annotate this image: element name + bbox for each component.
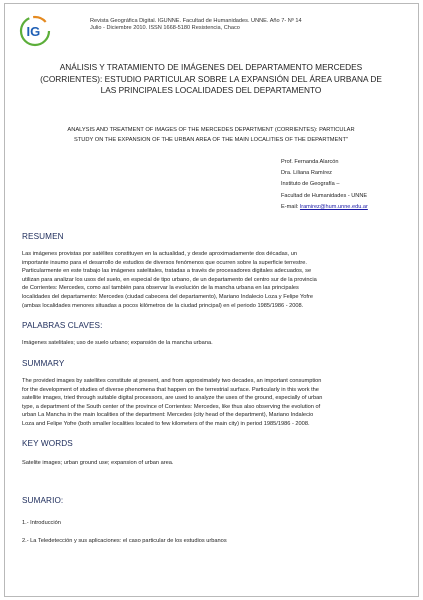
- summary-line: Loza and Felipe Yofre (both smaller localities located to few kilometers of the main city) in period 1985/1986 - 2008.: [22, 420, 310, 427]
- email-label: E-mail:: [281, 203, 299, 210]
- title-line: ANÁLISIS Y TRATAMIENTO DE IMÁGENES DEL DEPARTAMENTO MERCEDES: [59, 62, 363, 72]
- resumen-heading: RESUMEN: [22, 232, 64, 241]
- title-english-line: STUDY ON THE EXPANSION OF THE URBAN AREA OF THE MAIN LOCALITIES OF THE DEPARTMENT": [74, 137, 348, 143]
- summary-line: for the development of studies of diverse phenomena that happen on the terrestrial surface. Particularly in this work the: [22, 386, 319, 393]
- resumen-line: localidades del departamento: Mercedes (ciudad cabecera del departamento), Mariano Indalecio Loza y Felipe Yofre: [22, 293, 313, 300]
- author-block: [281, 157, 411, 213]
- igunne-logo-icon: [18, 14, 52, 48]
- sumario-item: 2.- La Teledetección y sus aplicaciones: el caso particular de los estudios urbanos: [22, 538, 227, 544]
- palabras-claves-heading: PALABRAS CLAVES:: [22, 321, 103, 330]
- resumen-line: (ambas localidades menores situadas a pocos kilómetros de la ciudad principal) en el periodo 1985/1986 - 2008.: [22, 302, 304, 309]
- key-words-heading: KEY WORDS: [22, 439, 73, 448]
- paper-title-english: [22, 125, 400, 145]
- summary-line: urban La Mancha in the main localities of the department: Mercedes (city head of the department), Mariano Indalecio: [22, 412, 314, 419]
- journal-line-1: Revista Geográfica Digital. IGUNNE. Facultad de Humanidades. UNNE. Año 7- Nº 14: [90, 18, 302, 24]
- email-row: [281, 202, 411, 213]
- summary-heading: SUMMARY: [22, 359, 65, 368]
- sumario-heading: SUMARIO:: [22, 496, 64, 505]
- summary-body: [22, 377, 403, 429]
- affiliation: Facultad de Humanidades - UNNE: [281, 192, 368, 199]
- summary-line: The provided images by satellites constitute at present, and from approximately two decades, an important consumption: [22, 378, 322, 384]
- resumen-line: utilizan para analizar los usos del suelo, en especial de tipo urbano, de un departamento del centro sur de la provincia: [22, 276, 317, 283]
- paper-title: [22, 62, 400, 97]
- author-name: Dra. Liliana Ramírez: [281, 170, 332, 177]
- resumen-line: de Corrientes: Mercedes, como así también para observar la evolución de la mancha urbana en las principales: [22, 285, 299, 292]
- logo-text: IG: [26, 24, 41, 39]
- journal-line-2: Julio - Diciembre 2010. ISSN 1668-5180 Resistencia, Chaco: [90, 25, 240, 32]
- journal-logo: [18, 14, 52, 48]
- title-english-line: ANALYSIS AND TREATMENT OF IMAGES OF THE MERCEDES DEPARTMENT (CORRIENTES): PARTICULAR: [67, 127, 355, 133]
- summary-line: satellite images, tried through suitable digital processors, are used to analyze the uses of the ground, especially of urban: [22, 395, 323, 402]
- title-line: LAS PRINCIPALES LOCALIDADES DEL DEPARTAMENTO: [100, 85, 322, 95]
- email-link[interactable]: lramirez@hum.unne.edu.ar: [299, 203, 368, 210]
- resumen-body: [22, 250, 403, 310]
- title-line: (CORRIENTES): ESTUDIO PARTICULAR SOBRE LA EXPANSIÓN DEL ÁREA URBANA DE: [40, 73, 382, 84]
- journal-header: [18, 14, 408, 54]
- key-words-text: Satelite images; urban ground use; expansion of urban area.: [22, 460, 174, 466]
- affiliation: Instituto de Geografía –: [281, 181, 340, 188]
- summary-line: type, a department of the South center of the province of Corrientes: Mercedes, like thus also observing the evolution of: [22, 403, 321, 410]
- sumario-item: 1.- Introducción: [22, 520, 61, 526]
- journal-info: [90, 18, 302, 32]
- resumen-line: Las imágenes provistas por satélites constituyen en la actualidad, y desde aproximadamente dos décadas, un: [22, 251, 297, 257]
- author-name: Prof. Fernanda Alarcón: [281, 159, 339, 165]
- resumen-line: importante insumo para el desarrollo de estudios de diversos fenómenos que ocurren sobre la superficie terrestre.: [22, 259, 308, 266]
- resumen-line: Particularmente en este trabajo las imágenes satelitales, tratadas a través de procesadores digitales adecuados, se: [22, 268, 312, 275]
- palabras-claves-text: Imágenes satelitales; uso de suelo urbano; expansión de la mancha urbana.: [22, 340, 213, 346]
